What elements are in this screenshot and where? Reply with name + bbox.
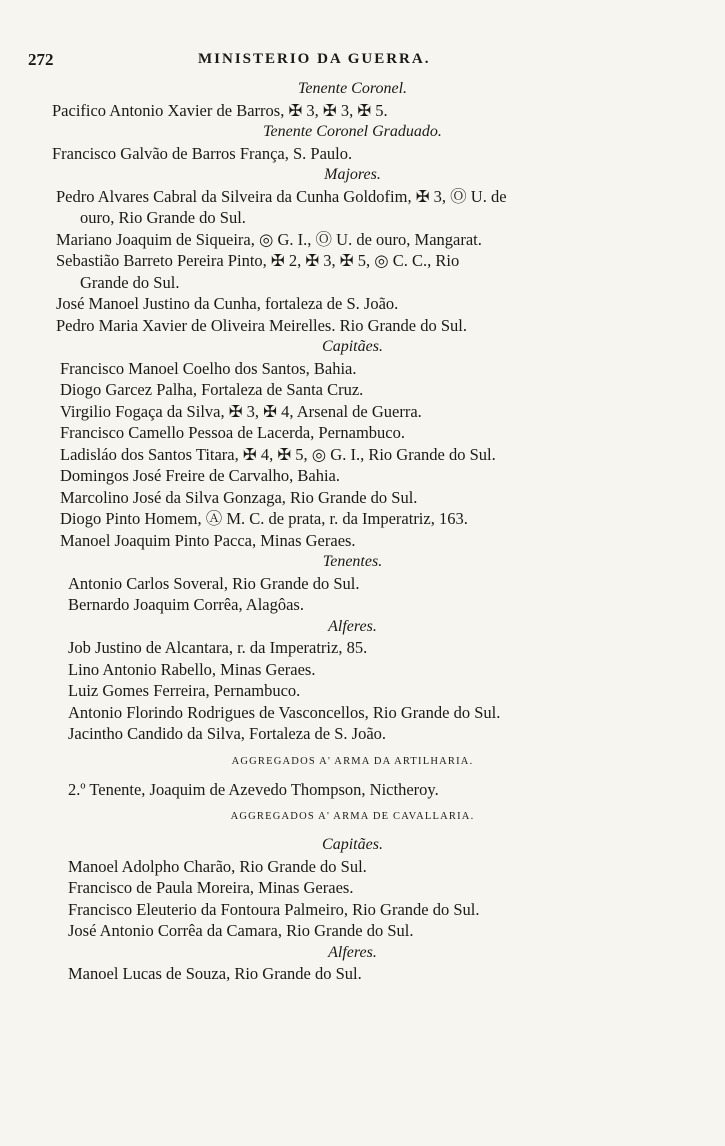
entry-line: Francisco Galvão de Barros França, S. Paulo. (52, 143, 353, 163)
running-title: MINISTERIO DA GUERRA. (198, 51, 431, 67)
entry-line: Bernardo Joaquim Corrêa, Alagôas. (68, 595, 304, 614)
section-heading: Capitães. (322, 836, 383, 853)
entry-line: Ladisláo dos Santos Titara, ✠ 4, ✠ 5, ◎ G. I., Rio Grande do Sul. (60, 444, 496, 464)
entry-line: Manoel Joaquim Pinto Pacca, Minas Geraes. (60, 530, 356, 550)
entry-line: Lino Antonio Rabello, Minas Geraes. (68, 659, 316, 679)
entry-line: Domingos José Freire de Carvalho, Bahia. (60, 466, 340, 485)
section-heading: Majores. (324, 166, 381, 183)
section-heading: Tenentes. (322, 553, 383, 570)
entry-line: Job Justino de Alcantara, r. da Imperatriz, 85. (68, 638, 368, 657)
section-heading: Alferes. (328, 943, 377, 961)
entry-line: ouro, Rio Grande do Sul. (80, 208, 246, 227)
entry-line: 2.º Tenente, Joaquim de Azevedo Thompson, Nictheroy. (68, 779, 439, 799)
entry-line: José Antonio Corrêa da Camara, Rio Grande do Sul. (68, 921, 414, 940)
entry-line: Mariano Joaquim de Siqueira, ◎ G. I., Ⓞ U. de ouro, Mangarat. (56, 229, 482, 249)
entry-line: José Manoel Justino da Cunha, fortaleza de S. João. (56, 294, 399, 313)
entry-line: Virgilio Fogaça da Silva, ✠ 3, ✠ 4, Arsenal de Guerra. (60, 401, 422, 421)
entry-line: Diogo Garcez Palha, Fortaleza de Santa Cruz. (60, 380, 364, 399)
entry-line: Luiz Gomes Ferreira, Pernambuco. (68, 681, 301, 700)
entry-line: Francisco Camello Pessoa de Lacerda, Pernambuco. (60, 423, 406, 442)
caps-heading: AGGREGADOS A' ARMA DA ARTILHARIA. (231, 755, 474, 767)
page-header (28, 50, 615, 72)
entry-line: Diogo Pinto Homem, Ⓐ M. C. de prata, r. da Imperatriz, 163. (60, 509, 468, 528)
section-heading: Tenente Coronel. (297, 80, 408, 97)
entry-line: Antonio Florindo Rodrigues de Vasconcellos, Rio Grande do Sul. (68, 702, 501, 722)
entry-line: Sebastião Barreto Pereira Pinto, ✠ 2, ✠ 3, ✠ 5, ◎ C. C., Rio (56, 251, 460, 270)
section-heading: Alferes. (328, 617, 377, 635)
entry-line: Manoel Adolpho Charão, Rio Grande do Sul. (68, 856, 367, 876)
entry-line: Marcolino José da Silva Gonzaga, Rio Grande do Sul. (60, 487, 418, 507)
entry-line: Francisco Eleuterio da Fontoura Palmeiro, Rio Grande do Sul. (68, 899, 480, 919)
entry-line: Jacintho Candido da Silva, Fortaleza de S. João. (68, 724, 387, 743)
entry-line: Antonio Carlos Soveral, Rio Grande do Sul. (68, 573, 360, 593)
entry-line: Pedro Alvares Cabral da Silveira da Cunha Goldofim, ✠ 3, Ⓞ U. de (56, 186, 507, 206)
page-number: 272 (28, 50, 54, 69)
entry-line: Francisco de Paula Moreira, Minas Geraes. (68, 878, 354, 897)
entry-line: Francisco Manoel Coelho dos Santos, Bahia. (60, 358, 357, 378)
page-body (0, 78, 725, 985)
entry-line: Manoel Lucas de Souza, Rio Grande do Sul. (68, 964, 362, 983)
section-heading: Tenente Coronel Graduado. (263, 123, 442, 140)
entry-line: Pedro Maria Xavier de Oliveira Meirelles. Rio Grande do Sul. (56, 315, 468, 335)
section-heading: Capitães. (322, 338, 383, 355)
caps-heading: AGGREGADOS A' ARMA DE CAVALLARIA. (230, 811, 475, 822)
entry-line: Grande do Sul. (80, 272, 180, 292)
entry-line: Pacifico Antonio Xavier de Barros, ✠ 3, ✠ 3, ✠ 5. (52, 100, 388, 120)
